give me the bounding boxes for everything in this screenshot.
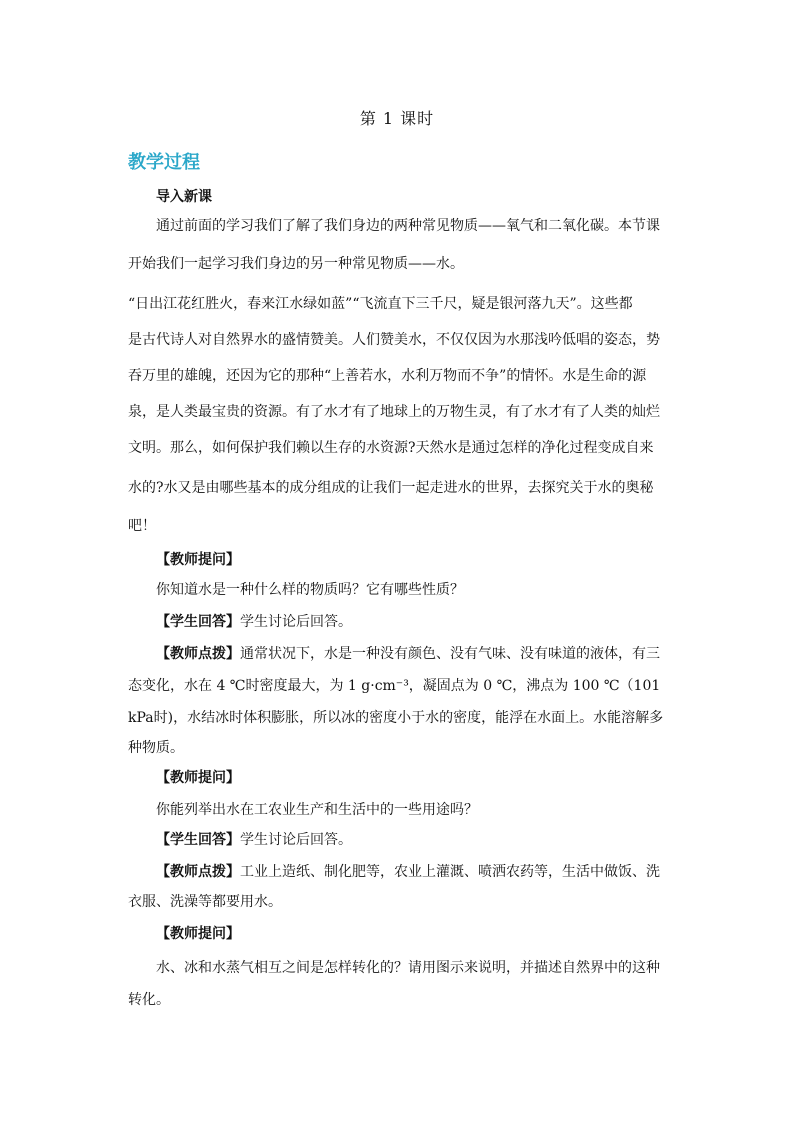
- paragraph-line: 种物质。: [128, 740, 184, 756]
- paragraph-line: kPa时)，水结冰时体积膨胀，所以冰的密度小于水的密度，能浮在水面上。水能溶解多: [128, 710, 664, 726]
- student-answer-line: [156, 612, 668, 632]
- student-answer-line: [156, 830, 668, 850]
- teacher-guide-label: 【教师点拨】: [156, 864, 240, 880]
- question-text: 你知道水是一种什么样的物质吗？它有哪些性质？: [156, 582, 464, 598]
- teacher-guide-line: [156, 644, 668, 664]
- paragraph-line: 是古代诗人对自然界水的盛情赞美。人们赞美水，不仅仅因为水那浅吟低唱的姿态，势: [128, 332, 660, 348]
- paragraph-line: 通过前面的学习我们了解了我们身边的两种常见物质——氧气和二氧化碳。本节课: [156, 218, 660, 234]
- paragraph-line: 文明。那么，如何保护我们赖以生存的水资源?天然水是通过怎样的净化过程变成自来: [128, 440, 654, 456]
- guide-text: 工业上造纸、制化肥等，农业上灌溉、喷洒农药等，生活中做饭、洗: [240, 864, 660, 880]
- guide-text: 通常状况下，水是一种没有颜色、没有气味、没有味道的液体，有三: [240, 646, 660, 662]
- paragraph-line: 衣服、洗澡等都要用水。: [128, 894, 282, 910]
- teacher-question-label: 【教师提问】: [156, 770, 240, 786]
- paragraph-line: 转化。: [128, 992, 170, 1008]
- question-text: 你能列举出水在工农业生产和生活中的一些用途吗？: [156, 802, 478, 818]
- teacher-question-label: 【教师提问】: [156, 926, 240, 942]
- teacher-question-label: 【教师提问】: [156, 552, 240, 568]
- paragraph-line: 泉，是人类最宝贵的资源。有了水才有了地球上的万物生灵，有了水才有了人类的灿烂: [128, 404, 660, 420]
- question-text: 水、冰和水蒸气相互之间是怎样转化的？请用图示来说明，并描述自然界中的这种: [156, 960, 660, 976]
- page-title: 第 1 课时: [359, 109, 435, 128]
- paragraph-line: 吞万里的雄魄，还因为它的那种“上善若水，水利万物而不争”的情怀。水是生命的源: [128, 368, 647, 384]
- paragraph-line: 开始我们一起学习我们身边的另一种常见物质——水。: [128, 256, 464, 272]
- teacher-guide-label: 【教师点拨】: [156, 646, 240, 662]
- paragraph-line: 水的?水又是由哪些基本的成分组成的让我们一起走进水的世界，去探究关于水的奥秘: [128, 480, 654, 496]
- student-answer-label: 【学生回答】: [156, 832, 240, 848]
- paragraph-line: “日出江花红胜火，春来江水绿如蓝”“飞流直下三千尺，疑是银河落九天”。这些都: [128, 296, 633, 312]
- answer-text: 学生讨论后回答。: [240, 832, 352, 848]
- answer-text: 学生讨论后回答。: [240, 614, 352, 630]
- paragraph-line: 态变化，水在 4 ℃时密度最大，为 1 g·cm⁻³，凝固点为 0 ℃，沸点为 100 ℃（101: [128, 678, 661, 694]
- teacher-guide-line: [156, 862, 668, 882]
- section-heading: 教学过程: [128, 152, 200, 173]
- subheading: 导入新课: [156, 189, 212, 205]
- paragraph-line: 吧！: [128, 518, 156, 534]
- student-answer-label: 【学生回答】: [156, 614, 240, 630]
